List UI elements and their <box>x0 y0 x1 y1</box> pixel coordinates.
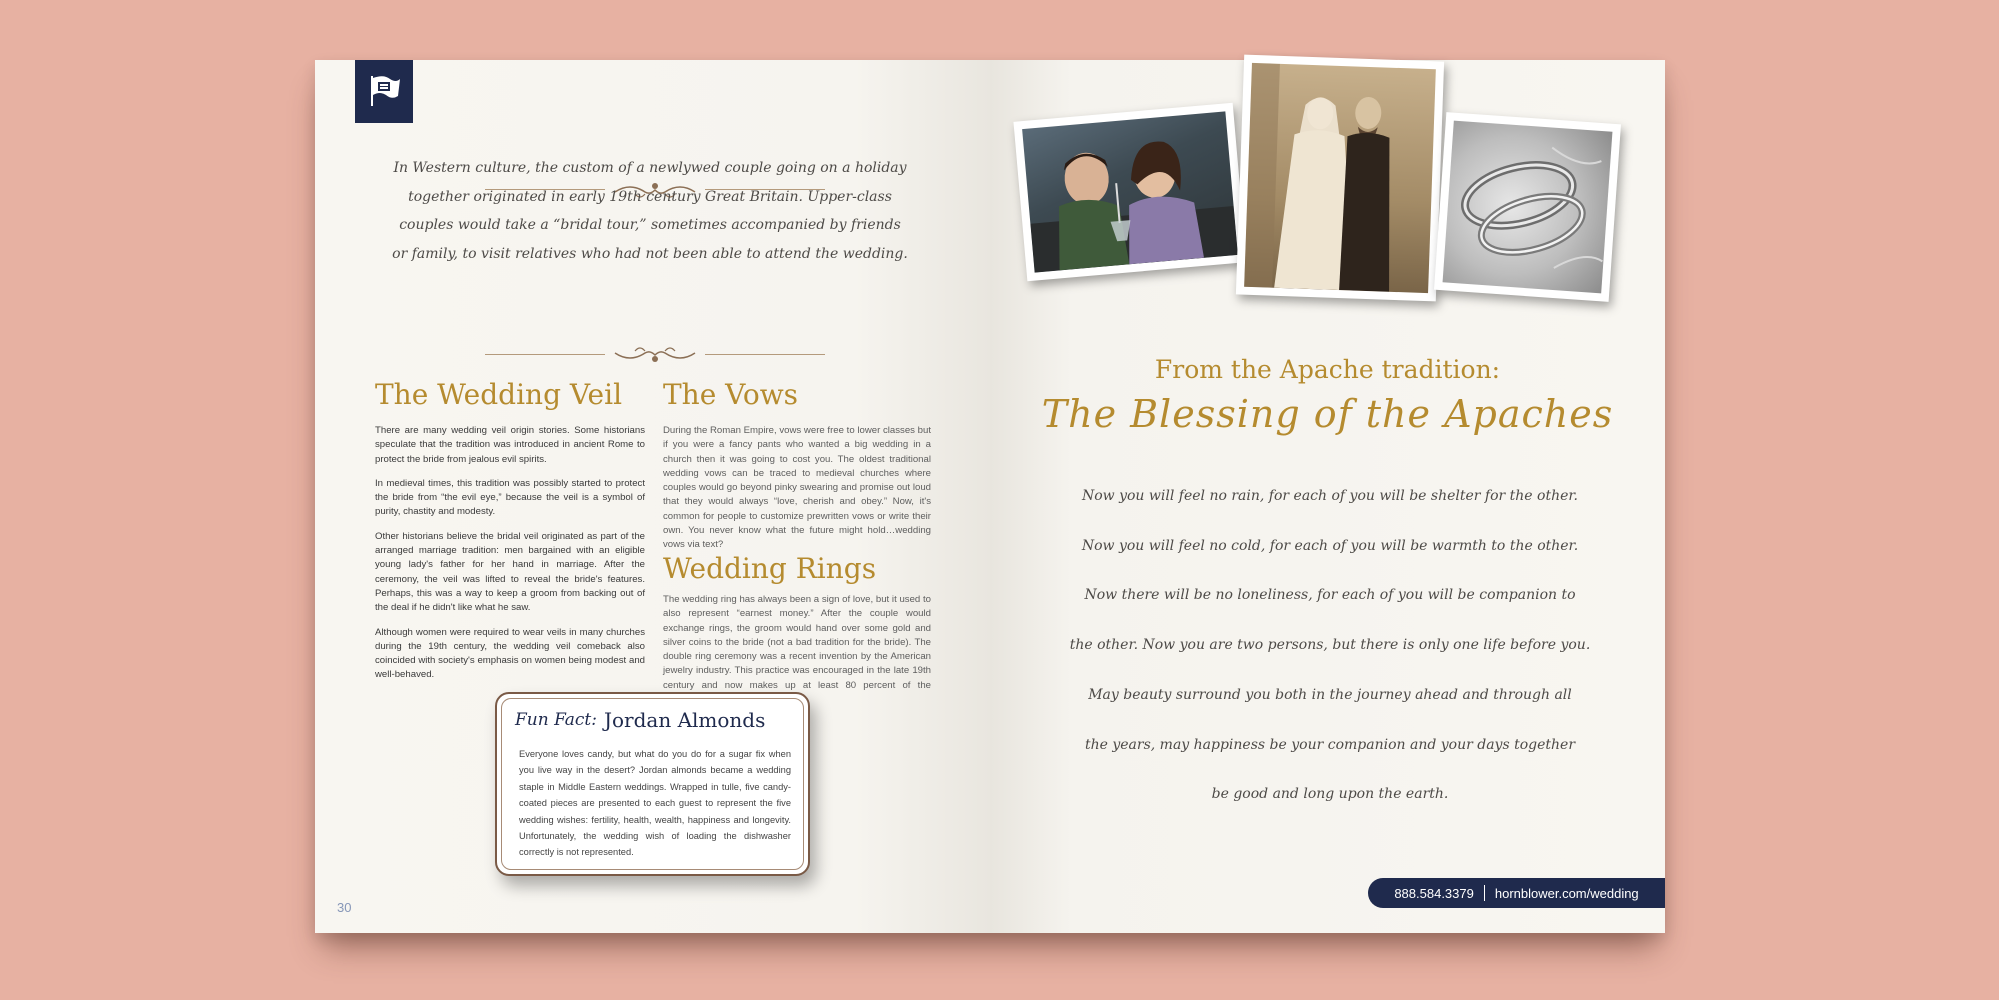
apache-heading: From the Apache tradition: <box>1154 355 1501 384</box>
fun-fact-text: Everyone loves candy, but what do you do for a sugar fix when you live way in the desert? Jordan almonds became a wedding staple in Middle Eastern weddings. Wrapped in tulle, five candy-coated pieces are presented to each guest to represent the five wedding wishes: fertility, health, wealth, happiness and longevity. Unfortunately, the wedding wish of loading the dishwasher correctly is not represented. <box>519 749 791 858</box>
poem-line: Now you will feel no rain, for each of you will be shelter for the other. <box>1081 488 1579 504</box>
antique-wedding-portrait <box>1236 55 1444 302</box>
website-link[interactable]: hornblower.com/wedding <box>1494 885 1639 901</box>
right-page <box>990 60 1665 933</box>
poem-line: be good and long upon the earth. <box>1211 786 1449 803</box>
veil-paragraph: There are many wedding veil origin stories. Some historians speculate that the tradition was introduced in ancient Rome to protect the bride from jealous evil spirits. <box>375 425 645 465</box>
poem-line: Now you will feel no cold, for each of you will be warmth to the other. <box>1081 537 1579 554</box>
phone-number[interactable]: 888.584.3379 <box>1394 885 1474 901</box>
veil-paragraph: Although women were required to wear veils in many churches during the 19th century, the wedding veil comeback also coincided with society's emphasis on women being modest and well-behaved. <box>375 626 645 681</box>
poem-line: the years, may happiness be your companion and your days together <box>1084 736 1576 753</box>
intro-paragraph: In Western culture, the custom of a newlywed couple going on a holiday together originated in early 19th century Great Britain. Upper-class couples would take a “bridal tour,” sometimes accompanied by friends or family, to visit relatives who had not been able to attend the wedding. <box>392 160 908 262</box>
vows-paragraph: During the Roman Empire, vows were free to lower classes but if you were a fancy pants who wanted a big wedding in a church then it was going to cost you. The oldest traditional wedding vows can be traced to medieval churches where couples would go beyond pinky swearing and promise out loud that they would always “love, cherish and obey.” Now, it's common for people to customize prewritten vows or write their own. You never know what the future might hold…wedding vows via text? <box>663 425 931 551</box>
contact-pill <box>1368 878 1665 908</box>
poem-line: the other. Now you are two persons, but there is only one life before you. <box>1069 637 1591 654</box>
vintage-couple-photo <box>1013 103 1246 282</box>
apache-script-title: The Blessing of the Apaches <box>1041 392 1614 436</box>
ornament-divider-bottom <box>485 343 825 367</box>
poem-line: May beauty surround you both in the journey ahead and through all <box>1088 686 1572 703</box>
flourish-icon <box>610 343 700 367</box>
fun-fact-label: Fun Fact: <box>515 710 597 730</box>
fun-fact-title: Jordan Almonds <box>604 708 766 732</box>
rings-title: Wedding Rings <box>663 552 877 585</box>
flag-icon <box>364 70 404 110</box>
wedding-rings-photo <box>1434 112 1621 302</box>
rings-paragraph: The wedding ring has always been a sign of love, but it used to also represent “earnest money.” After the couple would exchange rings, the groom would hand over some gold and silver coins to the bride (not a bad tradition for the bride). The double ring ceremony was a recent invention by the American jewelry industry. This practice was encouraged in the late 19th century and now makes up at least 80 percent of the <box>663 594 931 691</box>
vows-title: The Vows <box>663 378 799 411</box>
left-page <box>315 60 990 933</box>
veil-text <box>375 424 645 693</box>
vows-text <box>663 424 931 563</box>
poem-line: Now there will be no loneliness, for each of you will be companion to <box>1084 587 1576 604</box>
contact-separator <box>1484 885 1485 901</box>
brochure-spread <box>315 60 1665 933</box>
veil-paragraph: Other historians believe the bridal veil originated as part of the arranged marriage tradition: men bargained with an eligible young lady's father for her hand in marriage. After the ceremony, the veil was lifted to reveal the bride's features. Perhaps, this was a way to keep a groom from backing out of the deal if he didn't like what he saw. <box>375 530 645 614</box>
fun-fact-box <box>495 692 810 876</box>
veil-title: The Wedding Veil <box>375 378 623 411</box>
brand-bookmark <box>355 60 413 123</box>
veil-paragraph: In medieval times, this tradition was possibly started to protect the bride from “the evil eye,” because the veil is a symbol of purity, chastity and modesty. <box>375 477 645 518</box>
page-number: 30 <box>337 900 352 915</box>
apache-blessing-poem <box>1035 472 1625 820</box>
